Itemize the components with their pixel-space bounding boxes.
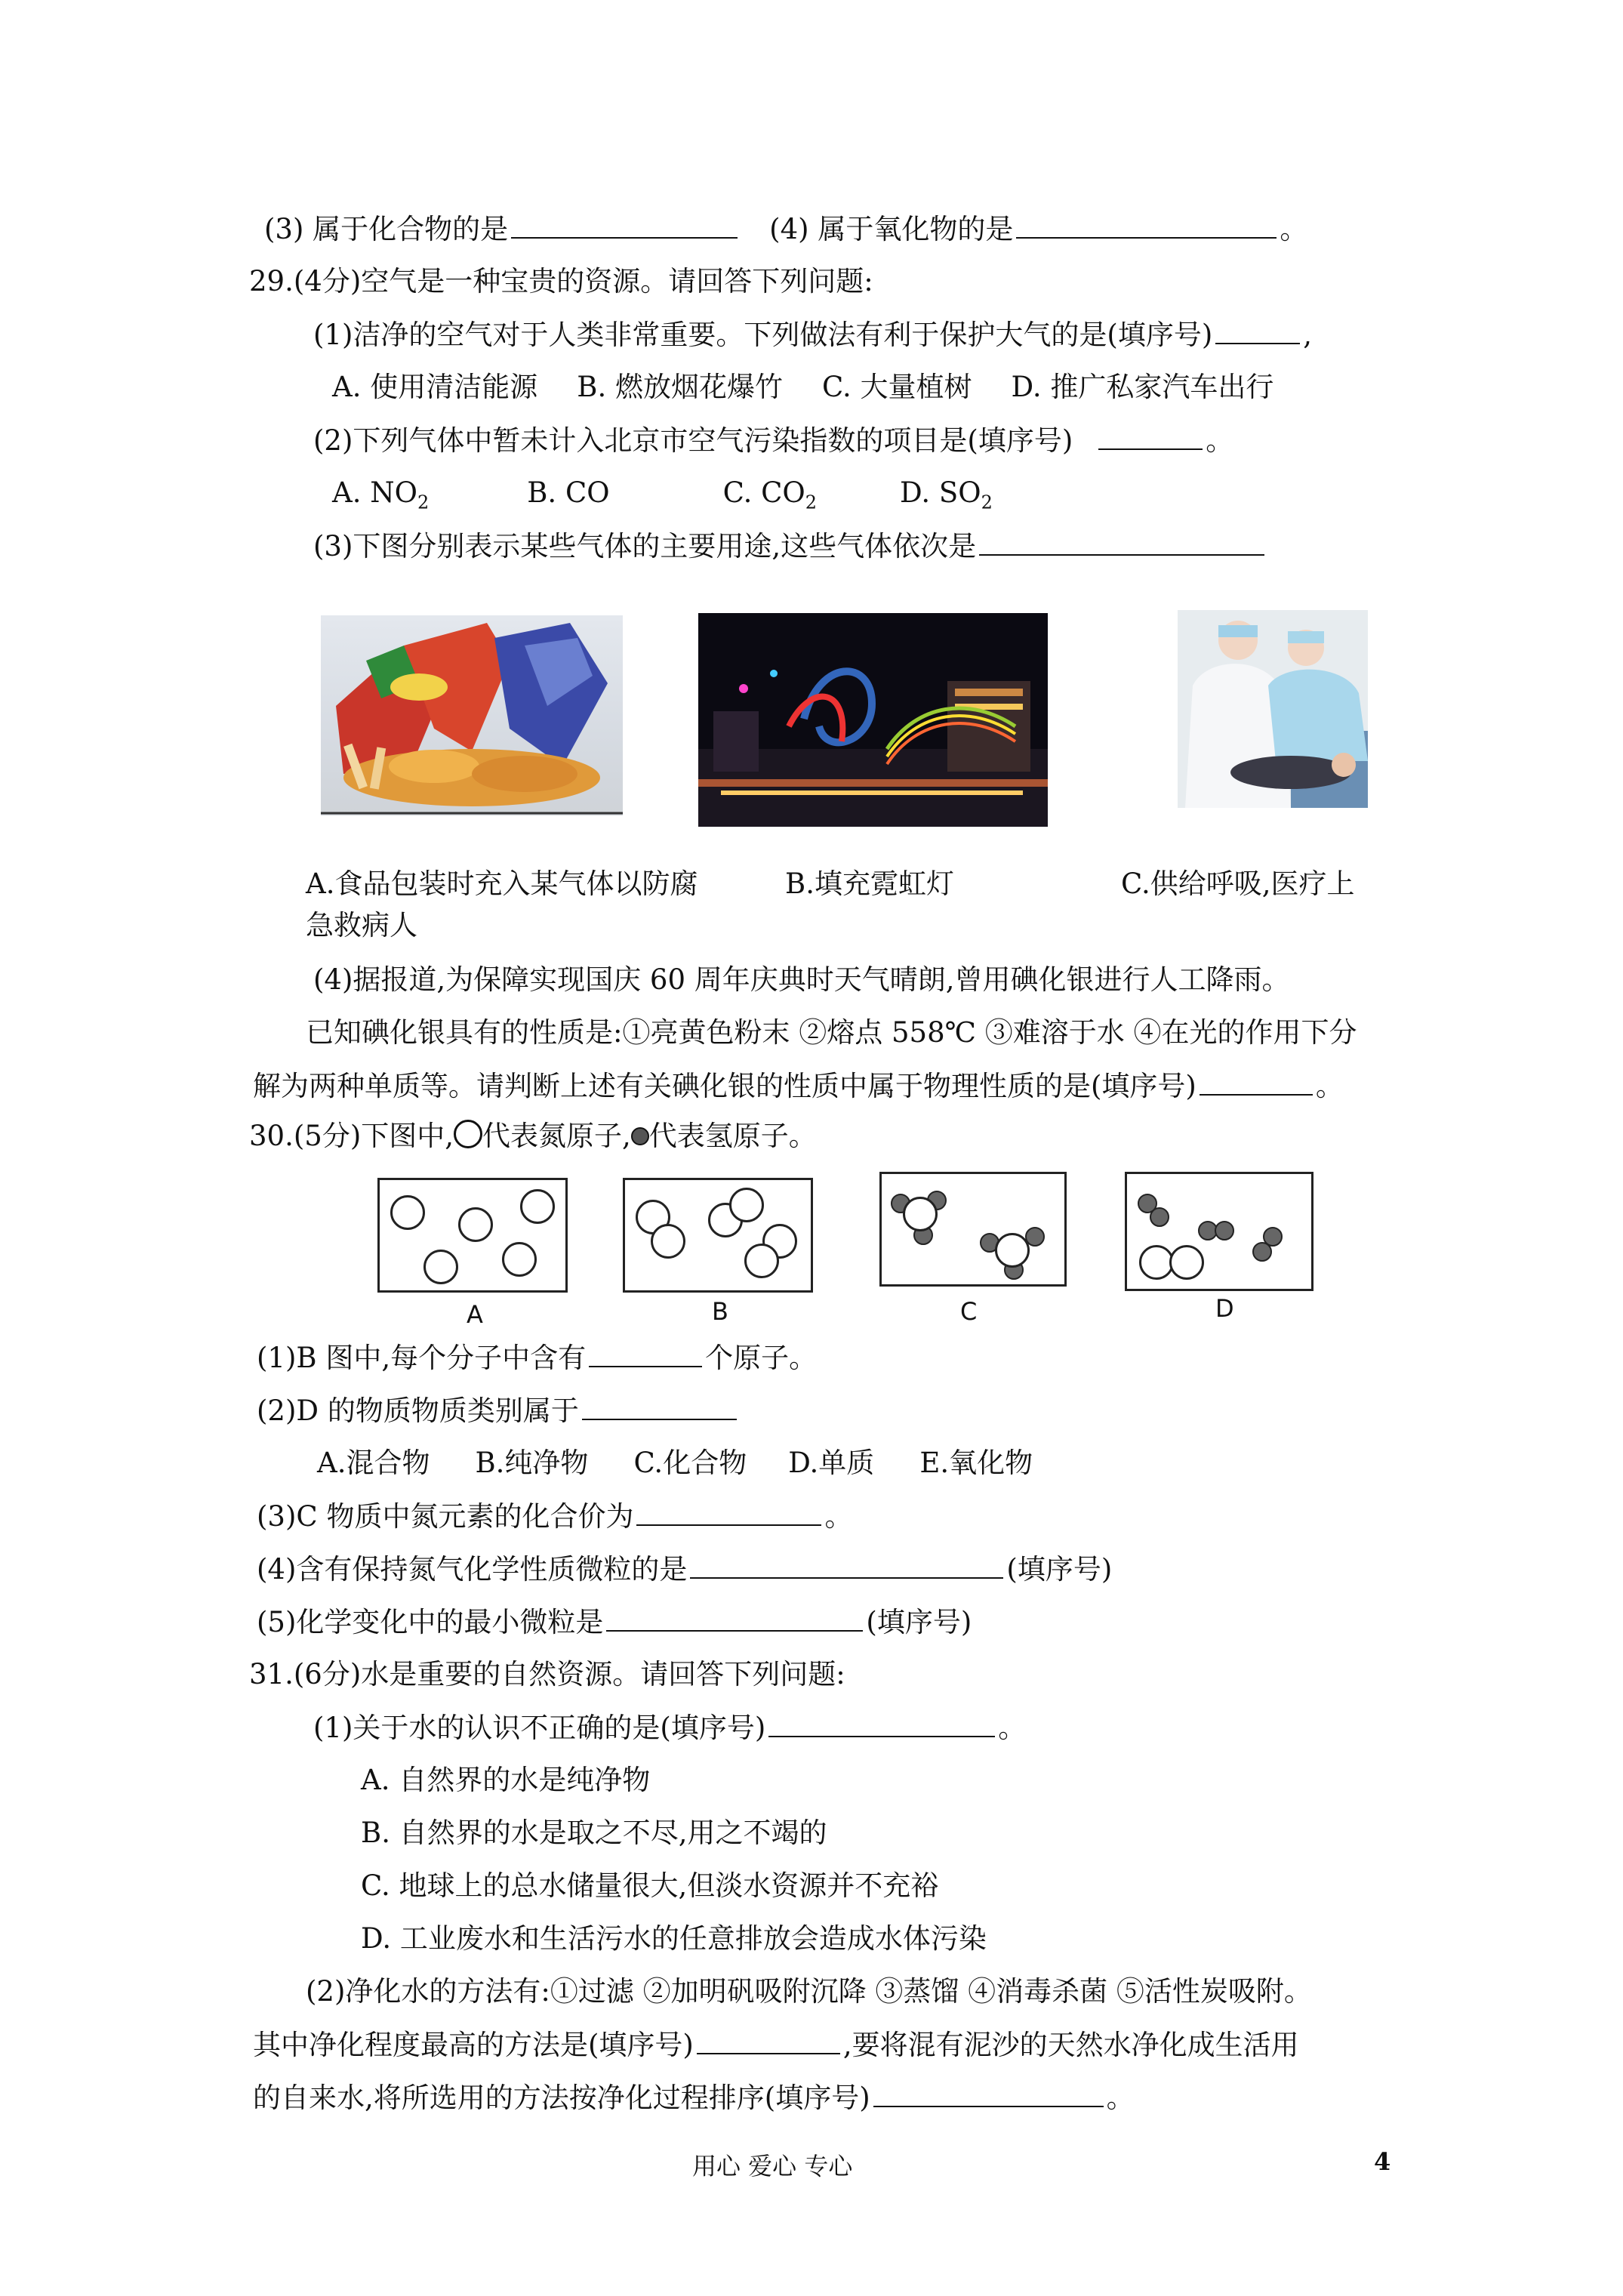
- q30-s3-text: (3)C 物质中氮元素的化合价为: [257, 1500, 634, 1533]
- q31-s2-blank-2[interactable]: [873, 2080, 1104, 2107]
- q31-s2-line2-text-a: 其中净化程度最高的方法是(填序号): [253, 2029, 694, 2061]
- q28-p3-blank[interactable]: [511, 211, 738, 239]
- q29-s3-blank[interactable]: [979, 529, 1264, 556]
- q31-s1-blank[interactable]: [768, 1710, 995, 1737]
- q28-p4-blank[interactable]: [1016, 211, 1277, 239]
- q30-s2-opt-c: C.化合物: [633, 1447, 747, 1479]
- nitrogen-atom-icon: [502, 1242, 537, 1277]
- q31-s1-opt-c: C. 地球上的总水储量很大,但淡水资源并不充裕: [361, 1869, 939, 1902]
- q29-s2-opt-b: B. CO: [527, 476, 610, 509]
- q29-s2-options: [332, 476, 993, 519]
- q30-s4-blank[interactable]: [690, 1552, 1003, 1579]
- q30-s1: [257, 1340, 817, 1376]
- q30-s2-opt-d: D.单质: [788, 1447, 875, 1479]
- q28-line: [264, 211, 1307, 247]
- medical-rescue-photo: [1178, 610, 1368, 808]
- q29-s2-end: 。: [1206, 424, 1234, 457]
- q30-s2-opt-e: E.氧化物: [919, 1447, 1033, 1479]
- q29-s1-text: (1)洁净的空气对于人类非常重要。下列做法有利于保护大气的是(填序号): [313, 319, 1213, 351]
- q30-s1-text: (1)B 图中,每个分子中含有: [257, 1342, 587, 1374]
- caption-continuation: 急救病人: [306, 909, 417, 942]
- q31-s2-line2: [253, 2027, 1299, 2063]
- q29-s4-end: 。: [1315, 1070, 1344, 1102]
- neon-lights-photo: [698, 613, 1048, 827]
- nitrogen-atom-icon: [520, 1189, 555, 1224]
- q29-s1-opt-c: C. 大量植树: [821, 371, 972, 403]
- q29-s2-text: (2)下列气体中暂未计入北京市空气污染指数的项目是(填序号): [313, 424, 1073, 457]
- q29-s1-opt-d: D. 推广私家汽车出行: [1011, 371, 1274, 403]
- q30-s3-end: 。: [824, 1500, 853, 1533]
- box-b-label: B: [712, 1297, 728, 1326]
- hydrogen-atom-icon: [1252, 1242, 1272, 1262]
- q30-s3-blank[interactable]: [636, 1499, 821, 1526]
- nitrogen-atom-icon: [423, 1250, 458, 1284]
- hydrogen-atom-icon: [1215, 1221, 1234, 1240]
- caption-c: C.供给呼吸,医疗上: [1121, 868, 1355, 900]
- q29-s2-opt-d: D. $SO_2$: [900, 476, 993, 513]
- q29-s3-text: (3)下图分别表示某些气体的主要用途,这些气体依次是: [313, 530, 977, 562]
- q29-s4-line1: (4)据报道,为保障实现国庆 60 周年庆典时天气晴朗,曾用碘化银进行人工降雨。: [313, 963, 1290, 996]
- box-d-label: D: [1215, 1294, 1234, 1323]
- nitrogen-atom-legend-icon: [454, 1120, 482, 1148]
- q30-head-b: 代表氮原子,: [482, 1120, 631, 1152]
- nitrogen-atom-icon: [651, 1224, 685, 1259]
- q28-end: 。: [1280, 213, 1308, 245]
- particle-box-d: [1125, 1172, 1313, 1291]
- q28-p3: (3) 属于化合物的是: [264, 213, 509, 245]
- q29-s2-opt-c: C. $CO_2$: [722, 476, 818, 513]
- q29-s1: [313, 317, 1312, 353]
- nitrogen-atom-icon: [744, 1244, 779, 1278]
- q31-s2-line1: (2)净化水的方法有:①过滤 ②加明矾吸附沉降 ③蒸馏 ④消毒杀菌 ⑤活性炭吸附。: [306, 1975, 1312, 2008]
- page-number: 4: [1374, 2147, 1391, 2176]
- caption-a: A.食品包装时充入某气体以防腐: [306, 868, 698, 900]
- q30-s4: [257, 1552, 1112, 1587]
- nitrogen-atom-icon: [458, 1207, 493, 1242]
- q28-p4: (4) 属于氧化物的是: [769, 213, 1014, 245]
- nitrogen-atom-icon: [995, 1233, 1030, 1268]
- hydrogen-atom-icon: [1150, 1207, 1169, 1227]
- nitrogen-atom-icon: [903, 1197, 938, 1231]
- q30-s5-end: (填序号): [866, 1606, 972, 1638]
- q31-s1: [313, 1710, 1026, 1746]
- q30-s2-opt-a: A.混合物: [317, 1447, 430, 1479]
- q31-s2-line3-text: 的自来水,将所选用的方法按净化过程排序(填序号): [253, 2082, 870, 2114]
- q30-s2: [257, 1393, 740, 1428]
- q31-s2-line2-text-b: ,要将混有泥沙的天然水净化成生活用: [842, 2029, 1299, 2061]
- box-a-label: A: [467, 1300, 483, 1329]
- particle-box-b: [623, 1178, 813, 1293]
- q29-s2-blank[interactable]: [1098, 423, 1203, 450]
- q31-s1-opt-b: B. 自然界的水是取之不尽,用之不竭的: [361, 1817, 827, 1849]
- q29-s3: [313, 529, 1267, 564]
- particle-box-c: [879, 1172, 1067, 1287]
- q30-s4-text: (4)含有保持氮气化学性质微粒的是: [257, 1553, 688, 1586]
- q29-s1-end: ,: [1303, 319, 1313, 351]
- q30-head-a: 30.(5分)下图中,: [249, 1120, 454, 1152]
- q31-s1-opt-d: D. 工业废水和生活污水的任意排放会造成水体污染: [361, 1922, 987, 1955]
- q31-s2-line3: [253, 2080, 1135, 2116]
- q29-s4-line3-text: 解为两种单质等。请判断上述有关碘化银的性质中属于物理性质的是(填序号): [253, 1070, 1196, 1102]
- q30-s1-end: 个原子。: [705, 1342, 818, 1374]
- q30-s1-blank[interactable]: [589, 1340, 702, 1367]
- q30-s2-opt-b: B.纯净物: [475, 1447, 589, 1479]
- nitrogen-atom-icon: [390, 1195, 425, 1230]
- q29-s1-blank[interactable]: [1215, 317, 1300, 344]
- q29-s1-options: [332, 370, 1273, 405]
- q29-s4-blank[interactable]: [1200, 1068, 1313, 1096]
- q30-s5: [257, 1604, 972, 1640]
- q30-s5-text: (5)化学变化中的最小微粒是: [257, 1606, 604, 1638]
- q30-s2-blank[interactable]: [582, 1393, 737, 1420]
- q29-s4-line2: 已知碘化银具有的性质是:①亮黄色粉末 ②熔点 558℃ ③难溶于水 ④在光的作用下分: [306, 1016, 1357, 1049]
- q29-heading: 29.(4分)空气是一种宝贵的资源。请回答下列问题:: [249, 265, 873, 297]
- q31-s2-blank-1[interactable]: [697, 2027, 840, 2054]
- q31-heading: 31.(6分)水是重要的自然资源。请回答下列问题:: [249, 1658, 845, 1690]
- q30-s5-blank[interactable]: [606, 1604, 863, 1632]
- q31-s1-text: (1)关于水的认识不正确的是(填序号): [313, 1712, 766, 1744]
- box-c-label: C: [960, 1297, 978, 1326]
- q29-s2: [313, 423, 1233, 458]
- q30-s3: [257, 1499, 852, 1534]
- q29-s1-opt-b: B. 燃放烟花爆竹: [577, 371, 783, 403]
- q29-s2-opt-a: A. $NO_2$: [332, 476, 430, 513]
- nitrogen-atom-icon: [729, 1188, 764, 1222]
- hydrogen-atom-legend-icon: [631, 1127, 649, 1145]
- footer-slogan: 用心 爱心 专心: [692, 2152, 853, 2180]
- q31-s1-end: 。: [998, 1712, 1027, 1744]
- q30-s2-options: [317, 1446, 1033, 1481]
- caption-b: B.填充霓虹灯: [785, 868, 954, 900]
- q31-s2-end: 。: [1106, 2082, 1135, 2114]
- q30-s2-text: (2)D 的物质物质类别属于: [257, 1395, 579, 1427]
- nitrogen-atom-icon: [1169, 1245, 1204, 1280]
- q29-s1-opt-a: A. 使用清洁能源: [332, 371, 538, 403]
- particle-box-a: [377, 1178, 568, 1293]
- q30-s4-end: (填序号): [1006, 1553, 1113, 1586]
- snack-bags-photo: [321, 615, 623, 815]
- q29-s4-line3: [253, 1068, 1344, 1104]
- q30-head-c: 代表氢原子。: [648, 1120, 817, 1152]
- q30-heading: [249, 1119, 817, 1154]
- q31-s1-opt-a: A. 自然界的水是纯净物: [361, 1764, 651, 1796]
